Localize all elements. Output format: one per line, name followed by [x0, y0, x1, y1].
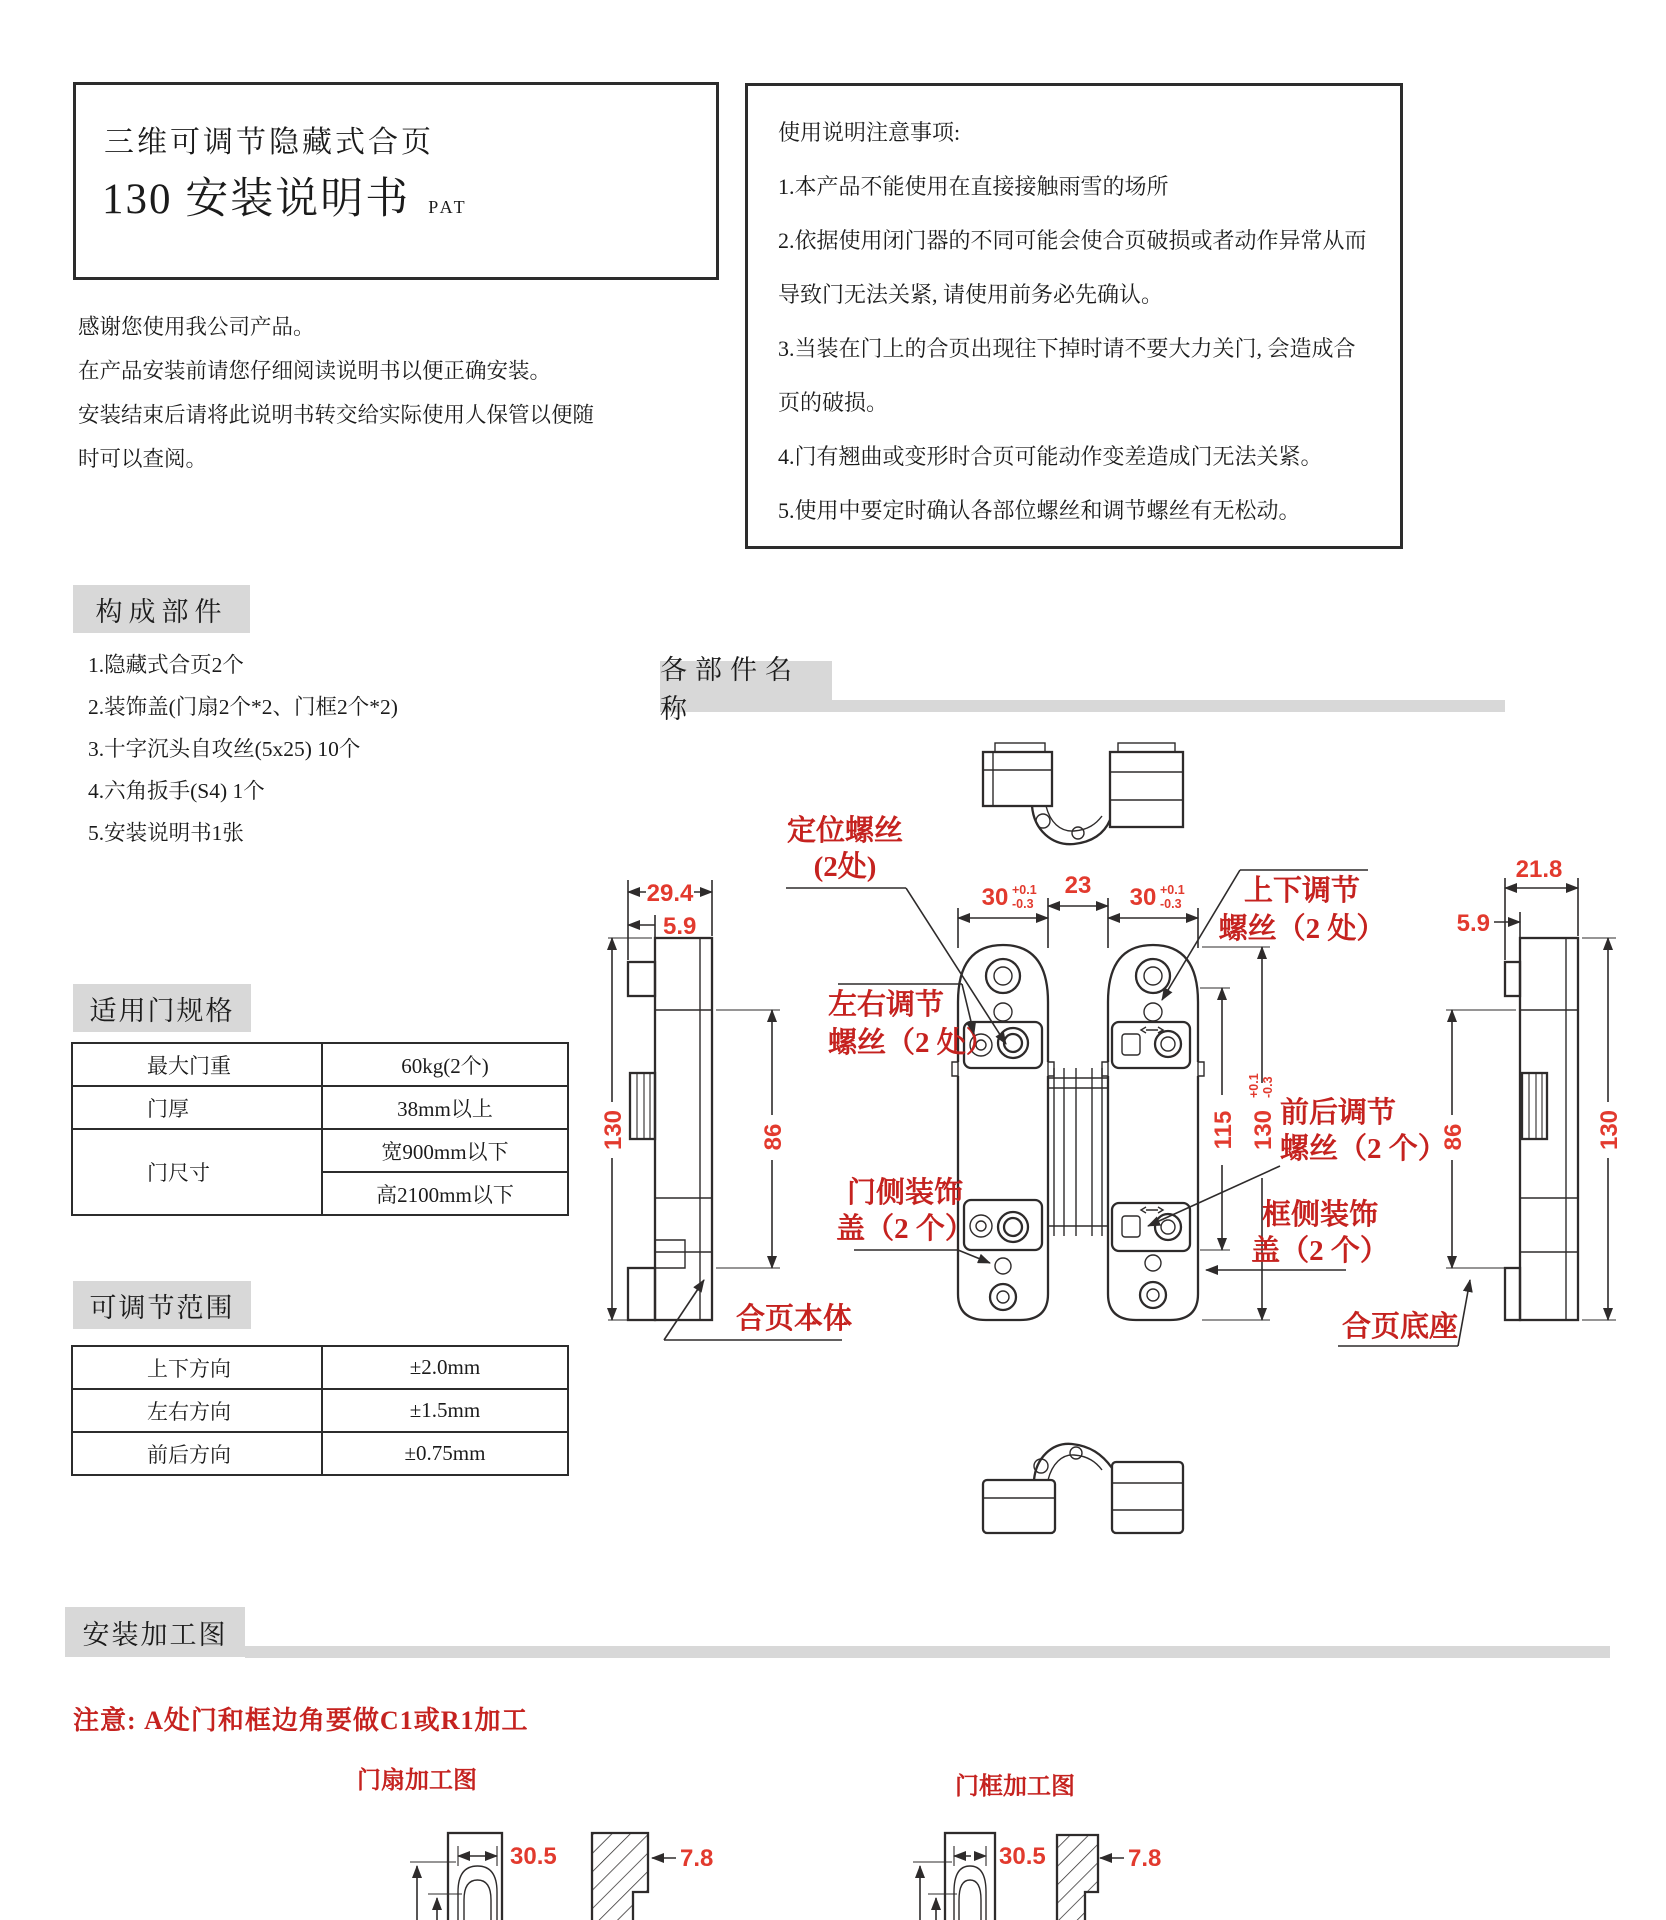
spec-value: 宽900mm以下 — [322, 1129, 568, 1172]
manual-title: 130 安装说明书 — [102, 176, 411, 223]
dim-30-right — [1108, 883, 1198, 948]
svg-text:门侧装饰: 门侧装饰 — [846, 1177, 964, 1209]
section-header-install-drawing — [65, 1607, 245, 1657]
title-box — [73, 82, 719, 280]
list-item: 5.安装说明书1张 — [88, 821, 244, 845]
note-line: 页的破损。 — [778, 390, 889, 415]
adjust-label: 上下方向 — [72, 1346, 322, 1389]
intro-line: 时可以查阅。 — [78, 447, 208, 471]
product-name: 三维可调节隐藏式合页 — [104, 126, 434, 159]
spec-value: 38mm以上 — [322, 1086, 568, 1129]
header-shadow-bar — [245, 1646, 1610, 1658]
svg-text:左右调节: 左右调节 — [828, 989, 945, 1021]
svg-text:5.9: 5.9 — [1456, 910, 1490, 937]
svg-text:盖（2 个）: 盖（2 个） — [1251, 1235, 1389, 1267]
door-frame-machining-drawing — [913, 1833, 1161, 1920]
adjust-value: ±1.5mm — [322, 1389, 568, 1432]
svg-text:螺丝（2 个）: 螺丝（2 个） — [1280, 1133, 1447, 1165]
dim-115 — [1200, 988, 1237, 1250]
section-header-label: 适用门规格 — [89, 995, 235, 1026]
list-item: 1.隐藏式合页2个 — [88, 653, 244, 677]
note-line: 1.本产品不能使用在直接接触雨雪的场所 — [778, 174, 1169, 199]
svg-text:合页本体: 合页本体 — [736, 1303, 853, 1335]
note-line: 2.依据使用闭门器的不同可能会使合页破损或者动作异常从而 — [778, 228, 1367, 253]
svg-text:螺丝（2 处）: 螺丝（2 处） — [1218, 913, 1386, 945]
note-line: 导致门无法关紧, 请使用前务必先确认。 — [778, 282, 1164, 307]
svg-text:130: 130 — [1250, 1109, 1277, 1151]
bottom-view-drawing — [983, 1444, 1183, 1533]
door-frame-drawing-title: 门框加工图 — [955, 1774, 1075, 1800]
svg-text:+0.1: +0.1 — [1160, 883, 1185, 897]
svg-text:130: 130 — [1596, 1109, 1623, 1151]
center-linkage-drawing — [1048, 1068, 1108, 1236]
svg-text:螺丝（2 处）: 螺丝（2 处） — [828, 1027, 995, 1059]
label-frame-side-cover — [1206, 1197, 1389, 1270]
right-side-view-drawing — [1505, 938, 1578, 1320]
usage-notes-box — [745, 83, 1403, 549]
svg-text:框侧装饰: 框侧装饰 — [1261, 1199, 1379, 1231]
svg-text:+0.1: +0.1 — [1012, 883, 1037, 897]
door-leaf-machining-drawing — [410, 1833, 713, 1920]
svg-text:115: 115 — [1210, 1110, 1237, 1150]
svg-text:合页底座: 合页底座 — [1342, 1311, 1459, 1343]
adjust-value: ±0.75mm — [322, 1432, 568, 1475]
svg-text:盖（2 个）: 盖（2 个） — [836, 1213, 974, 1245]
intro-line: 安装结束后请将此说明书转交给实际使用人保管以便随 — [78, 403, 595, 427]
adjust-label: 左右方向 — [72, 1389, 322, 1432]
section-header-label: 各部件名称 — [660, 654, 800, 724]
notes-title: 使用说明注意事项: — [778, 120, 961, 145]
svg-text:86: 86 — [1440, 1123, 1467, 1151]
svg-text:+0.1: +0.1 — [1247, 1073, 1261, 1098]
part-names-diagram — [480, 700, 1666, 1580]
svg-text:7.8: 7.8 — [1128, 1845, 1162, 1872]
svg-text:30.5: 30.5 — [999, 1843, 1046, 1870]
dim-5-9-right — [1457, 910, 1520, 960]
svg-text:86: 86 — [760, 1123, 787, 1151]
dim-86-left — [716, 1010, 787, 1268]
section-header-components — [73, 585, 250, 633]
section-header-door-spec — [73, 984, 251, 1032]
spec-value: 高2100mm以下 — [322, 1172, 568, 1215]
dim-86-right — [1440, 1010, 1516, 1268]
spec-value: 60kg(2个) — [322, 1043, 568, 1086]
note-line: 4.门有翘曲或变形时合页可能动作变差造成门无法关紧。 — [778, 444, 1323, 469]
svg-text:5.9: 5.9 — [663, 913, 697, 940]
machining-note: 注意: A处门和框边角要做C1或R1加工 — [73, 1706, 529, 1735]
section-header-label: 可调节范围 — [89, 1292, 235, 1323]
spec-label: 门尺寸 — [72, 1129, 322, 1215]
front-view-frame-body — [1102, 945, 1204, 1320]
section-header-label: 构成部件 — [95, 596, 228, 627]
section-header-label: 安装加工图 — [82, 1619, 228, 1650]
svg-text:7.8: 7.8 — [680, 1845, 714, 1872]
top-view-drawing — [983, 743, 1183, 844]
note-line: 3.当装在门上的合页出现往下掉时请不要大力关门, 会造成合 — [778, 336, 1356, 361]
list-item: 2.装饰盖(门扇2个*2、门框2个*2) — [88, 695, 398, 719]
door-leaf-drawing-title: 门扇加工图 — [357, 1768, 477, 1794]
svg-text:23: 23 — [1064, 872, 1092, 899]
label-hinge-base — [1338, 1280, 1470, 1346]
adjust-value: ±2.0mm — [322, 1346, 568, 1389]
spec-label: 最大门重 — [72, 1043, 322, 1086]
svg-text:21.8: 21.8 — [1515, 856, 1563, 883]
front-view-door-body — [952, 945, 1054, 1320]
dim-30-left — [958, 883, 1048, 948]
machining-drawings — [380, 1820, 1170, 1920]
patent-mark: PAT — [428, 197, 468, 217]
svg-text:-0.3: -0.3 — [1261, 1076, 1275, 1098]
list-item: 4.六角扳手(S4) 1个 — [88, 779, 265, 803]
dim-21-8 — [1505, 856, 1578, 960]
svg-text:130: 130 — [600, 1109, 627, 1151]
note-line: 5.使用中要定时确认各部位螺丝和调节螺丝有无松动。 — [778, 498, 1301, 523]
intro-line: 在产品安装前请您仔细阅读说明书以便正确安装。 — [78, 359, 552, 383]
svg-text:29.4: 29.4 — [646, 880, 694, 907]
svg-text:(2处): (2处) — [813, 851, 877, 883]
svg-text:30: 30 — [981, 884, 1009, 911]
svg-text:定位螺丝: 定位螺丝 — [786, 815, 904, 847]
intro-paragraph — [78, 305, 678, 481]
section-header-adjust-range — [73, 1281, 251, 1329]
svg-text:30: 30 — [1129, 884, 1157, 911]
list-item: 3.十字沉头自攻丝(5x25) 10个 — [88, 737, 361, 761]
dim-5-9-left — [628, 913, 696, 960]
svg-text:前后调节: 前后调节 — [1280, 1097, 1397, 1129]
dim-23 — [1048, 872, 1108, 948]
spec-label: 门厚 — [72, 1086, 322, 1129]
adjust-label: 前后方向 — [72, 1432, 322, 1475]
dim-130-right — [1582, 938, 1623, 1320]
svg-text:-0.3: -0.3 — [1012, 897, 1034, 911]
label-hinge-body — [664, 1280, 852, 1340]
svg-text:上下调节: 上下调节 — [1243, 875, 1361, 907]
svg-text:-0.3: -0.3 — [1160, 897, 1182, 911]
intro-line: 感谢您使用我公司产品。 — [78, 315, 315, 339]
svg-text:30.5: 30.5 — [510, 1843, 557, 1870]
left-side-view-drawing — [628, 938, 712, 1320]
